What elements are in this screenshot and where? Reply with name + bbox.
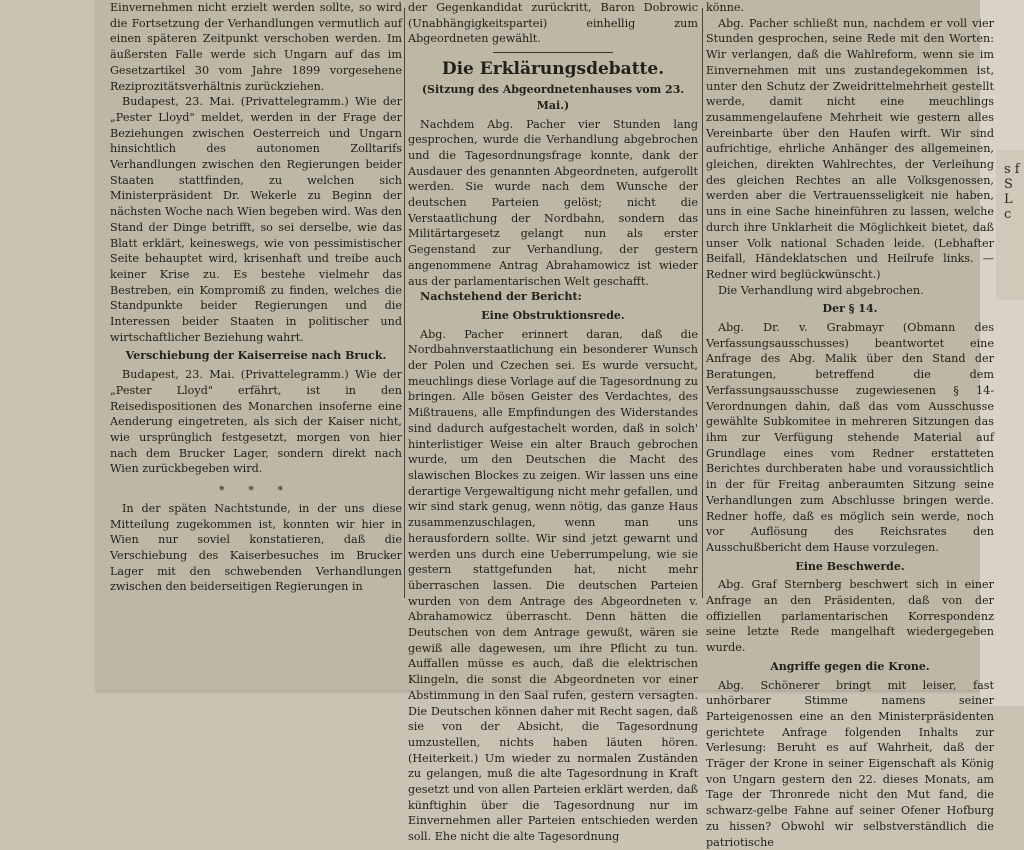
paragraph: Budapest, 23. Mai. (Privattelegramm.) Wie der „Pester Lloyd" meldet, werden in der Frage der Beziehungen zwischen Oesterreich und Ungarn hinsichtlich des autonomen Zolltarifs Verhandlungen zwischen den Regierungen beider Staaten stattfinden, zu welchen sich Ministerpräsident Dr. Wekerle zu Beginn der nächsten Woche nach Wien begeben wird. Was den Stand der Dinge betrifft, so sei derselbe, wie das Blatt erklärt, keineswegs, wie von pessimistischer Seite behauptet wird, krisenhaft und treibe auch keiner Krise zu. Es bestehe vielmehr das Bestreben, ein Kompromiß zu finden, welches die Standpunkte beider Regierungen und die Interessen beider Staaten in politischer und wirtschaftlicher Beziehung wahrt. (110, 95, 402, 344)
paragraph: Nachstehend der Bericht: (420, 289, 582, 304)
column-rule (404, 8, 405, 598)
article-headline: Die Erklärungsdebatte. (441, 59, 665, 80)
subheading: Eine Beschwerde. (795, 559, 905, 573)
subheading: Verschiebung der Kaiserreise nach Bruck. (125, 349, 387, 363)
column-rule (702, 8, 703, 598)
subheading: Der § 14. (822, 302, 878, 316)
paragraph: könne. (706, 1, 745, 14)
paragraph: Die Verhandlung wird abgebrochen. (718, 283, 924, 297)
adjacent-clipping-letters: s f S L c (1004, 162, 1020, 222)
column-2 (408, 0, 698, 844)
subheading: Eine Obstruktionsrede. (481, 308, 625, 322)
paragraph: Abg. Graf Sternberg beschwert sich in einer Anfrage an den Präsidenten, daß von der offiziellen parlamentarischen Korrespondenz seine letzte Rede mangelhaft wiedergegeben wurde. (706, 578, 994, 655)
paragraph: Abg. Pacher schließt nun, nachdem er voll vier Stunden gesprochen, seine Rede mit den Worten: Wir verlangen, daß die Wahlreform, wenn sie im Einvernehmen mit uns zustandegekommen ist, unter den Schutz der Zweidrittelmehrheit gestellt werde, damit nicht eine meuchlings zusammengelaufene Mehrheit wie gestern alles Vereinbarte über den Haufen wirft. Wir sind aufrichtige, ehrliche Anhänger des allgemeinen, gleichen, direkten Wahlrechtes, der Verleihung des gleichen Rechtes an alle Volksgenossen, werden aber die Vertrauensseligkeit nie haben, uns in eine Sache hineinführen zu lassen, welche durch ihre Unklarheit die Möglichkeit bietet, daß unser Volk national Schaden leide. (Lebhafter Beifall, Händeklatschen und Heilrufe links. — Redner wird beglückwünscht.) (706, 16, 994, 281)
paragraph: Einvernehmen nicht erzielt werden sollte, so wird die Fortsetzung der Verhandlungen vermutlich auf einen späteren Zeitpunkt verschoben werden. Im äußersten Falle werde sich Ungarn auf das im Gesetzartikel 30 vom Jahre 1899 vorgesehene Reziprozitätsverhältnis zurückziehen. (110, 1, 402, 93)
column-3 (706, 0, 994, 849)
paragraph: In der späten Nachtstunde, in der uns diese Mitteilung zugekommen ist, konnten wir hier in Wien nur soviel konstatieren, daß die Verschiebung des Kaiserbesuches im Brucker Lager mit den schwebenden Verhandlungen zwischen den beiderseitigen Regierungen in (110, 501, 402, 594)
paragraph: Abg. Pacher erinnert daran, daß die Nordbahnverstaatlichung ein besonderer Wunsch der Polen und Czechen sei. Es wurde versucht, meuchlings diese Vorlage auf die Tagesordnung zu bringen. Alle bösen Geister des Verdachtes, des Mißtrauens, alle Empfindungen des Widerstandes sind dadurch aufgestachelt worden, daß in solch' hinterlistiger Weise ein alter Brauch gebrochen wurde, um den Deutschen die Macht des slawischen Blockes zu zeigen. Wir lassen uns eine derartige Vergewaltigung nicht mehr gefallen, und wir sind stark genug, wenn nötig, das ganze Haus zusammenzuschlagen, wenn man uns herausfordern sollte. Wir sind jetzt gewarnt und werden uns durch eine Ueberrumpelung, wie sie gestern stattgefunden hat, nicht mehr überraschen lassen. Die deutschen Parteien wurden von dem Antrage des Abgeordneten v. Abrahamowicz überrascht. Denn hätten die Deutschen von dem Antrage gewußt, wären sie gewiß alle dagewesen, um ihre Pflicht zu tun. Auffallen müsse es auch, daß die elektrischen Klingeln, die sonst die Abgeordneten vor einer Abstimmung in den Saal rufen, gestern versagten. Die Deutschen können daher mit Recht sagen, daß sie von der Absicht, die Tagesordnung umzustellen, nichts haben läuten hören. (Heiterkeit.) Um wieder zu normalen Zuständen zu gelangen, muß die alte Tagesordnung in Kraft gesetzt und von allen Parteien erklärt werden, daß künftighin über die Tagesordnung nur im Einvernehmen aller Parteien entschieden werden soll. Ehe nicht die alte Tagesordnung (408, 327, 698, 844)
paragraph: Abg. Dr. v. Grabmayr (Obmann des Verfassungsausschusses) beantwortet eine Anfrage des Abg. Malik über den Stand der Beratungen, betreffend die dem Verfassungsausschusse zugewiesenen § 14-Verordnungen dahin, daß das vom Ausschusse gewählte Subkomitee in mehreren Sitzungen das ihm zur Verfügung stehende Material auf Grundlage eines vom Redner erstatteten Berichtes durchberaten habe und voraussichtlich in der für Freitag anberaumten Sitzung seine Verhandlungen zum Abschlusse bringen werde. Redner hoffe, daß es möglich sein werde, noch vor Auflösung des Reichsrates den Ausschußbericht dem Hause vorzulegen. (706, 321, 994, 554)
session-line: (Sitzung des Abgeordnetenhauses vom 23. Mai.) (421, 83, 685, 112)
paragraph: Abg. Schönerer bringt mit leiser, fast unhörbarer Stimme namens seiner Parteigenossen eine an den Ministerpräsidenten gerichtete Anfrage folgenden Inhalts zur Verlesung: Beruht es auf Wahrheit, daß der Träger der Krone in seiner Eigenschaft als König von Ungarn gestern den 22. dieses Monats, am Tage der Thronrede nicht den Mut fand, die schwarz-gelbe Fahne auf seiner Ofener Hofburg zu hissen? Obwohl wir selbstverständlich die patriotische (706, 678, 994, 849)
adjacent-clipping (996, 150, 1024, 300)
column-1 (110, 0, 402, 600)
divider (493, 52, 613, 53)
paragraph: Nachdem Abg. Pacher vier Stunden lang gesprochen, wurde die Verhandlung abgebrochen und die Tagesordnungsfrage konnte, dank der Ausdauer des genannten Abgeordneten, aufgerollt werden. Sie wurde nach dem Wunsche der deutschen Parteien gelöst; nicht die Verstaatlichung der Nordbahn, sondern das Militärtargesetz gelangt nun als erster Gegenstand zur Verhandlung, der gestern angenommene Antrag Abrahamowicz ist wieder aus der parlamentarischen Welt geschafft. (408, 117, 698, 288)
paragraph: Budapest, 23. Mai. (Privattelegramm.) Wie der „Pester Lloyd" erfährt, ist in den Reisedispositionen des Monarchen insoferne eine Aenderung eingetreten, als sich der Kaiser nicht, wie ursprünglich festgesetzt, morgen von hier nach dem Brucker Lager, sondern direkt nach Wien zurückbegeben wird. (110, 368, 402, 476)
paragraph: der Gegenkandidat zurückritt, Baron Dobrowic (Unabhängigkeitspartei) einhellig zum Abgeordneten gewählt. (408, 1, 698, 46)
separator-stars: * * * (219, 484, 293, 498)
subheading: Angriffe gegen die Krone. (770, 659, 930, 673)
